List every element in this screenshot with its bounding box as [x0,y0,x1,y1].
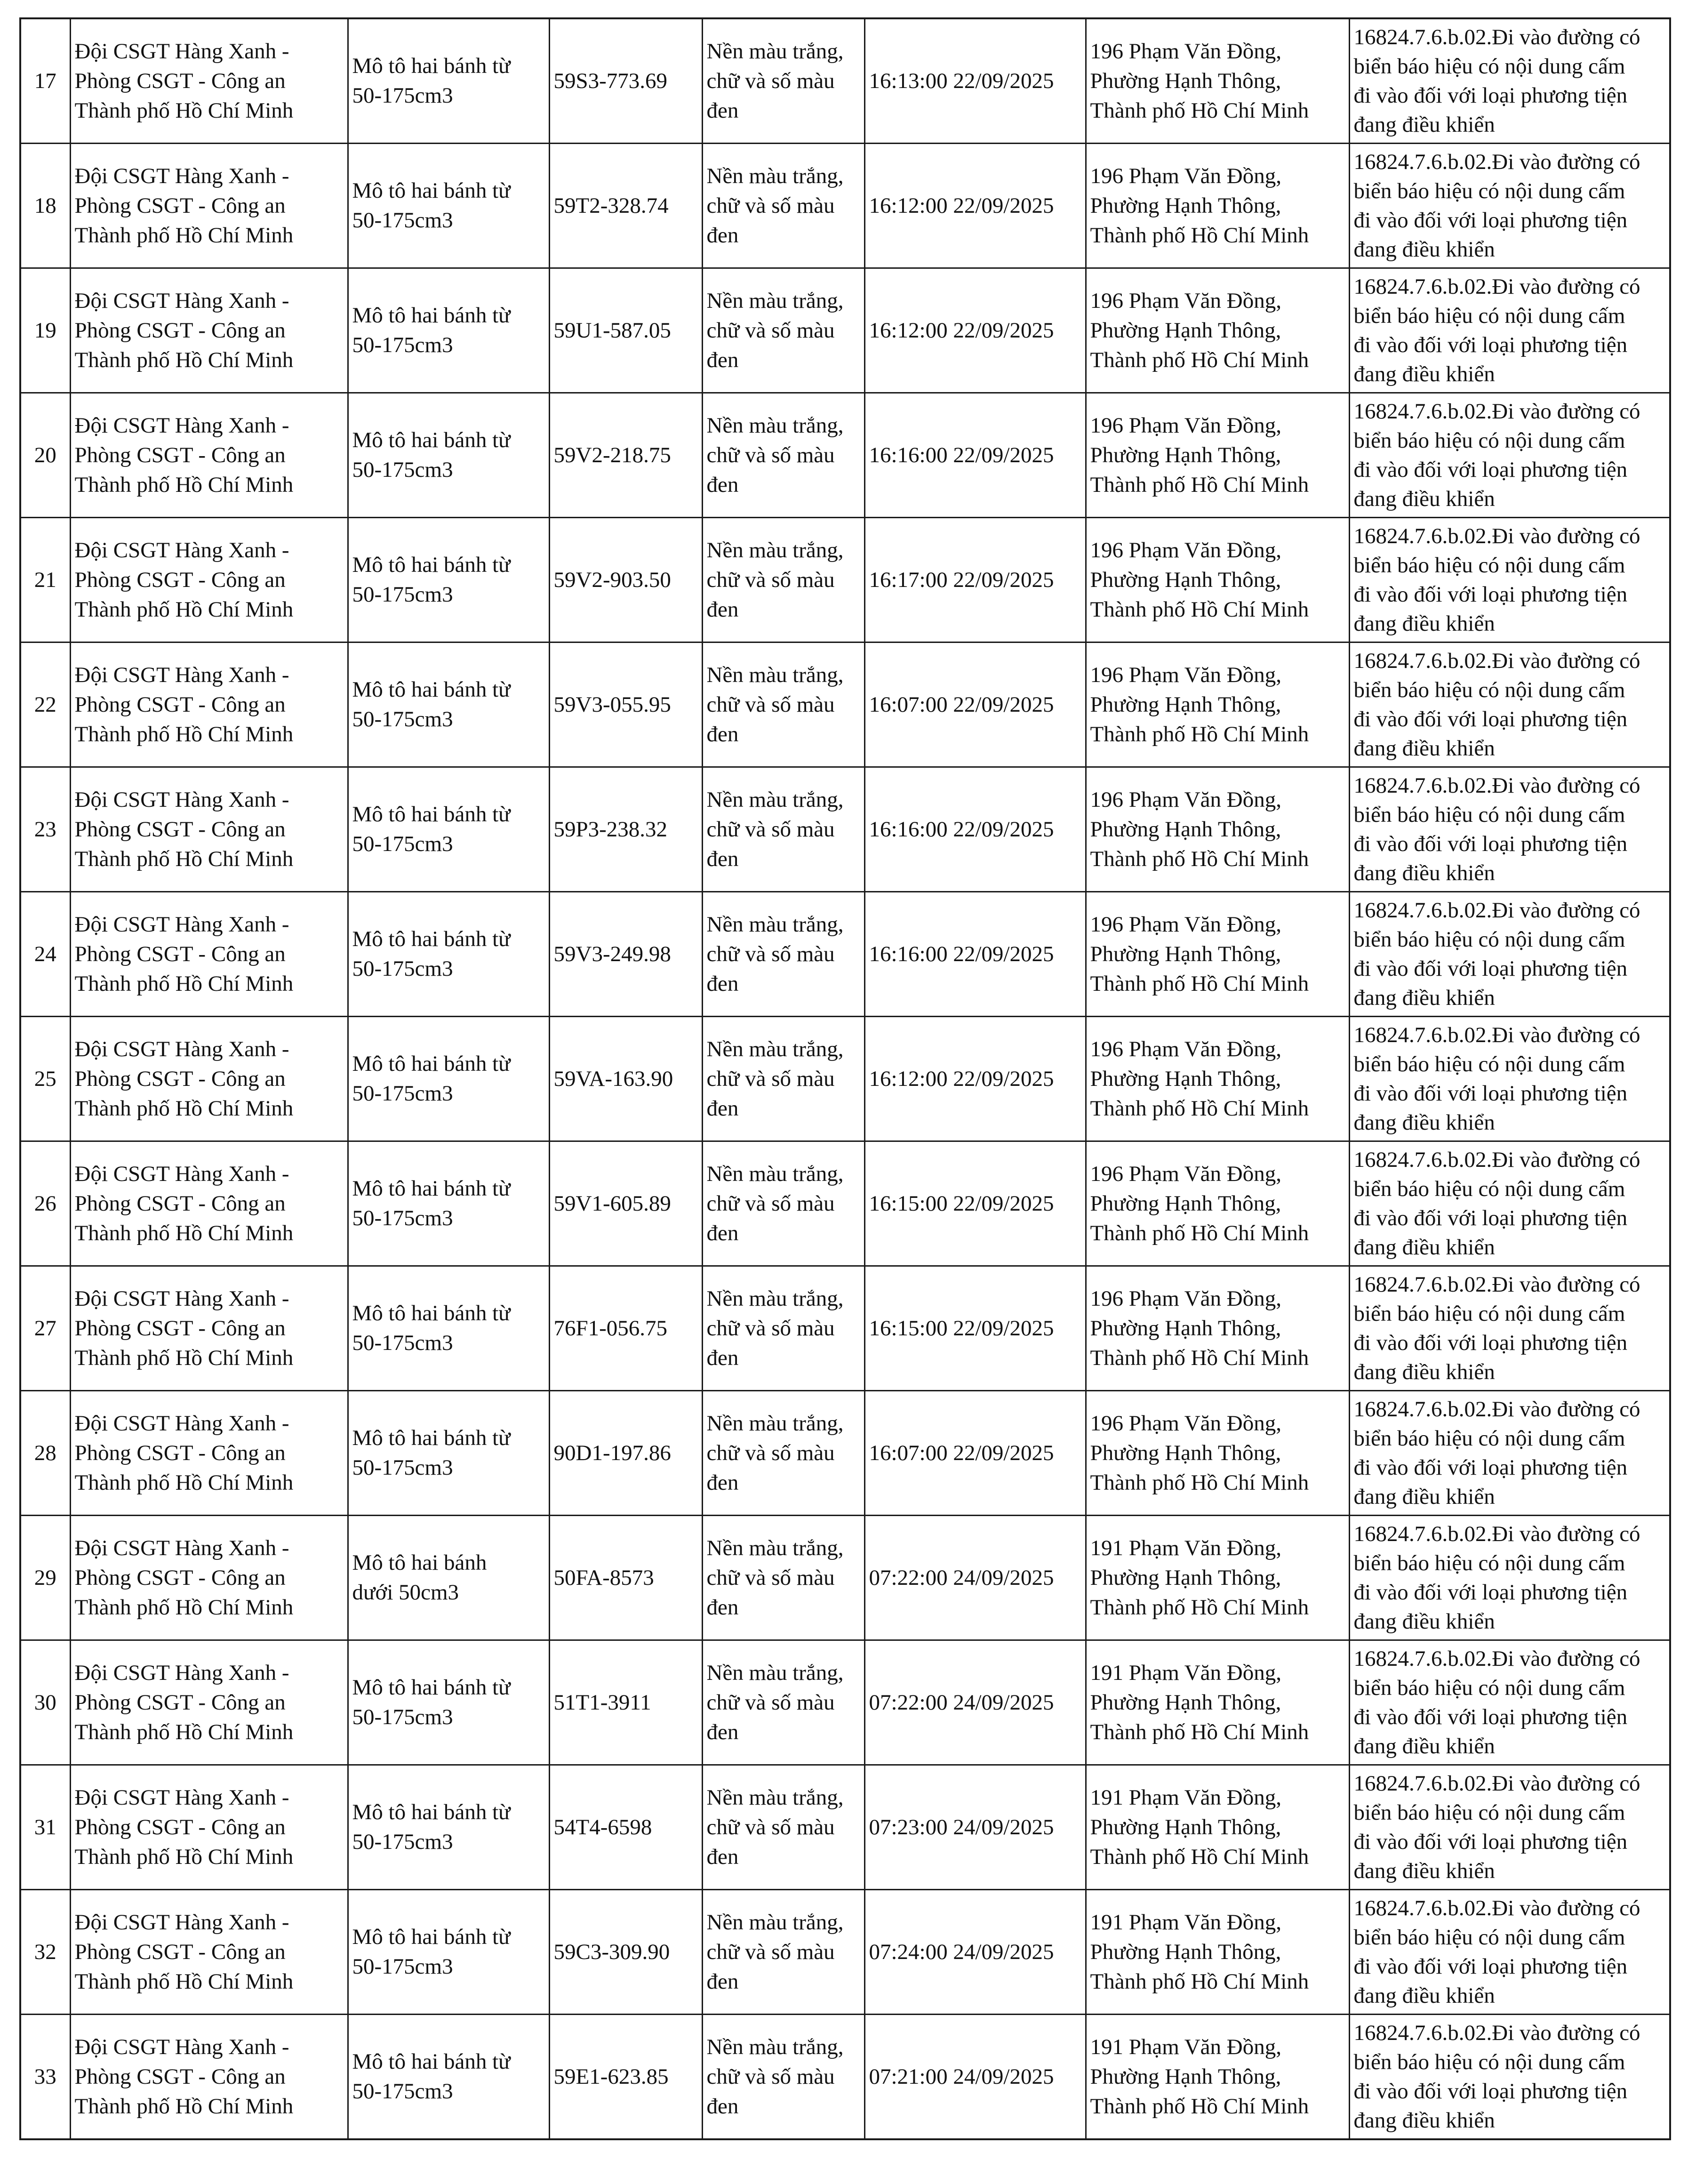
cell-unit: Đội CSGT Hàng Xanh - Phòng CSGT - Công an Thành phố Hồ Chí Minh [70,1516,348,1640]
cell-violation: 16824.7.6.b.02.Đi vào đường có biển báo hiệu có nội dung cấm đi vào đối với loại phương tiện đang điều khiển [1349,144,1670,268]
cell-violation: 16824.7.6.b.02.Đi vào đường có biển báo hiệu có nội dung cấm đi vào đối với loại phương tiện đang điều khiển [1349,767,1670,892]
cell-time: 07:22:00 24/09/2025 [864,1640,1086,1765]
cell-time: 07:21:00 24/09/2025 [864,2015,1086,2140]
cell-plate: 59T2-328.74 [549,144,702,268]
cell-unit: Đội CSGT Hàng Xanh - Phòng CSGT - Công an Thành phố Hồ Chí Minh [70,18,348,144]
cell-unit: Đội CSGT Hàng Xanh - Phòng CSGT - Công an Thành phố Hồ Chí Minh [70,518,348,642]
cell-vehicle-type: Mô tô hai bánh từ 50-175cm3 [348,1017,549,1141]
cell-location: 196 Phạm Văn Đồng, Phường Hạnh Thông, Thành phố Hồ Chí Minh [1086,144,1349,268]
table-row [20,18,1670,144]
cell-stt: 26 [20,1141,70,1266]
cell-stt: 27 [20,1266,70,1391]
cell-stt: 21 [20,518,70,642]
cell-unit: Đội CSGT Hàng Xanh - Phòng CSGT - Công an Thành phố Hồ Chí Minh [70,1017,348,1141]
cell-plate-color: Nền màu trắng, chữ và số màu đen [702,2015,864,2140]
cell-plate-color: Nền màu trắng, chữ và số màu đen [702,393,864,518]
cell-plate: 54T4-6598 [549,1765,702,1890]
table-row [20,1765,1670,1890]
cell-stt: 23 [20,767,70,892]
cell-location: 196 Phạm Văn Đồng, Phường Hạnh Thông, Thành phố Hồ Chí Minh [1086,18,1349,144]
cell-vehicle-type: Mô tô hai bánh dưới 50cm3 [348,1516,549,1640]
cell-vehicle-type: Mô tô hai bánh từ 50-175cm3 [348,1391,549,1516]
cell-stt: 19 [20,268,70,393]
cell-plate-color: Nền màu trắng, chữ và số màu đen [702,1765,864,1890]
cell-time: 16:15:00 22/09/2025 [864,1266,1086,1391]
cell-time: 07:22:00 24/09/2025 [864,1516,1086,1640]
cell-time: 07:24:00 24/09/2025 [864,1890,1086,2015]
cell-violation: 16824.7.6.b.02.Đi vào đường có biển báo hiệu có nội dung cấm đi vào đối với loại phương tiện đang điều khiển [1349,642,1670,767]
cell-plate-color: Nền màu trắng, chữ và số màu đen [702,144,864,268]
cell-time: 16:12:00 22/09/2025 [864,268,1086,393]
cell-plate-color: Nền màu trắng, chữ và số màu đen [702,18,864,144]
cell-time: 07:23:00 24/09/2025 [864,1765,1086,1890]
cell-violation: 16824.7.6.b.02.Đi vào đường có biển báo hiệu có nội dung cấm đi vào đối với loại phương tiện đang điều khiển [1349,393,1670,518]
cell-violation: 16824.7.6.b.02.Đi vào đường có biển báo hiệu có nội dung cấm đi vào đối với loại phương tiện đang điều khiển [1349,2015,1670,2140]
violations-table [19,17,1671,2140]
cell-vehicle-type: Mô tô hai bánh từ 50-175cm3 [348,642,549,767]
cell-violation: 16824.7.6.b.02.Đi vào đường có biển báo hiệu có nội dung cấm đi vào đối với loại phương tiện đang điều khiển [1349,1516,1670,1640]
cell-plate: 59VA-163.90 [549,1017,702,1141]
cell-plate-color: Nền màu trắng, chữ và số màu đen [702,1141,864,1266]
cell-time: 16:07:00 22/09/2025 [864,1391,1086,1516]
cell-violation: 16824.7.6.b.02.Đi vào đường có biển báo hiệu có nội dung cấm đi vào đối với loại phương tiện đang điều khiển [1349,1890,1670,2015]
cell-unit: Đội CSGT Hàng Xanh - Phòng CSGT - Công an Thành phố Hồ Chí Minh [70,767,348,892]
cell-time: 16:17:00 22/09/2025 [864,518,1086,642]
table-row [20,1516,1670,1640]
cell-location: 196 Phạm Văn Đồng, Phường Hạnh Thông, Thành phố Hồ Chí Minh [1086,892,1349,1017]
table-row [20,1391,1670,1516]
table-row [20,2015,1670,2140]
cell-plate-color: Nền màu trắng, chữ và số màu đen [702,1640,864,1765]
cell-stt: 31 [20,1765,70,1890]
cell-stt: 18 [20,144,70,268]
cell-vehicle-type: Mô tô hai bánh từ 50-175cm3 [348,144,549,268]
table-row [20,1266,1670,1391]
cell-stt: 29 [20,1516,70,1640]
cell-vehicle-type: Mô tô hai bánh từ 50-175cm3 [348,1890,549,2015]
cell-vehicle-type: Mô tô hai bánh từ 50-175cm3 [348,518,549,642]
cell-violation: 16824.7.6.b.02.Đi vào đường có biển báo hiệu có nội dung cấm đi vào đối với loại phương tiện đang điều khiển [1349,1391,1670,1516]
cell-plate: 90D1-197.86 [549,1391,702,1516]
cell-vehicle-type: Mô tô hai bánh từ 50-175cm3 [348,1141,549,1266]
cell-location: 191 Phạm Văn Đồng, Phường Hạnh Thông, Thành phố Hồ Chí Minh [1086,1516,1349,1640]
cell-time: 16:12:00 22/09/2025 [864,144,1086,268]
table-row [20,642,1670,767]
cell-time: 16:07:00 22/09/2025 [864,642,1086,767]
cell-unit: Đội CSGT Hàng Xanh - Phòng CSGT - Công an Thành phố Hồ Chí Minh [70,1141,348,1266]
table-row [20,393,1670,518]
cell-plate-color: Nền màu trắng, chữ và số màu đen [702,1516,864,1640]
cell-stt: 22 [20,642,70,767]
cell-location: 196 Phạm Văn Đồng, Phường Hạnh Thông, Thành phố Hồ Chí Minh [1086,268,1349,393]
cell-plate-color: Nền màu trắng, chữ và số màu đen [702,642,864,767]
cell-location: 196 Phạm Văn Đồng, Phường Hạnh Thông, Thành phố Hồ Chí Minh [1086,518,1349,642]
cell-vehicle-type: Mô tô hai bánh từ 50-175cm3 [348,2015,549,2140]
cell-plate-color: Nền màu trắng, chữ và số màu đen [702,892,864,1017]
cell-unit: Đội CSGT Hàng Xanh - Phòng CSGT - Công an Thành phố Hồ Chí Minh [70,892,348,1017]
cell-violation: 16824.7.6.b.02.Đi vào đường có biển báo hiệu có nội dung cấm đi vào đối với loại phương tiện đang điều khiển [1349,1640,1670,1765]
cell-stt: 24 [20,892,70,1017]
cell-plate-color: Nền màu trắng, chữ và số màu đen [702,767,864,892]
cell-violation: 16824.7.6.b.02.Đi vào đường có biển báo hiệu có nội dung cấm đi vào đối với loại phương tiện đang điều khiển [1349,518,1670,642]
cell-unit: Đội CSGT Hàng Xanh - Phòng CSGT - Công an Thành phố Hồ Chí Minh [70,1391,348,1516]
cell-plate-color: Nền màu trắng, chữ và số màu đen [702,1017,864,1141]
cell-plate: 59P3-238.32 [549,767,702,892]
cell-unit: Đội CSGT Hàng Xanh - Phòng CSGT - Công an Thành phố Hồ Chí Minh [70,1640,348,1765]
cell-plate: 59V2-218.75 [549,393,702,518]
cell-vehicle-type: Mô tô hai bánh từ 50-175cm3 [348,767,549,892]
cell-violation: 16824.7.6.b.02.Đi vào đường có biển báo hiệu có nội dung cấm đi vào đối với loại phương tiện đang điều khiển [1349,1765,1670,1890]
cell-plate: 59E1-623.85 [549,2015,702,2140]
cell-plate: 51T1-3911 [549,1640,702,1765]
cell-plate-color: Nền màu trắng, chữ và số màu đen [702,1890,864,2015]
cell-time: 16:16:00 22/09/2025 [864,393,1086,518]
cell-plate: 59U1-587.05 [549,268,702,393]
cell-plate-color: Nền màu trắng, chữ và số màu đen [702,518,864,642]
cell-unit: Đội CSGT Hàng Xanh - Phòng CSGT - Công an Thành phố Hồ Chí Minh [70,2015,348,2140]
cell-plate: 76F1-056.75 [549,1266,702,1391]
cell-stt: 17 [20,18,70,144]
cell-location: 191 Phạm Văn Đồng, Phường Hạnh Thông, Thành phố Hồ Chí Minh [1086,1640,1349,1765]
cell-time: 16:12:00 22/09/2025 [864,1017,1086,1141]
cell-plate: 59V3-249.98 [549,892,702,1017]
cell-stt: 25 [20,1017,70,1141]
cell-violation: 16824.7.6.b.02.Đi vào đường có biển báo hiệu có nội dung cấm đi vào đối với loại phương tiện đang điều khiển [1349,1017,1670,1141]
cell-stt: 28 [20,1391,70,1516]
cell-location: 196 Phạm Văn Đồng, Phường Hạnh Thông, Thành phố Hồ Chí Minh [1086,642,1349,767]
cell-plate: 59C3-309.90 [549,1890,702,2015]
table-row [20,767,1670,892]
table-row [20,1890,1670,2015]
table-row [20,144,1670,268]
cell-stt: 20 [20,393,70,518]
cell-plate: 59V3-055.95 [549,642,702,767]
table-row [20,892,1670,1017]
cell-location: 196 Phạm Văn Đồng, Phường Hạnh Thông, Thành phố Hồ Chí Minh [1086,767,1349,892]
cell-location: 196 Phạm Văn Đồng, Phường Hạnh Thông, Thành phố Hồ Chí Minh [1086,393,1349,518]
table-row [20,1017,1670,1141]
cell-plate: 59S3-773.69 [549,18,702,144]
table-body [20,18,1670,2139]
cell-vehicle-type: Mô tô hai bánh từ 50-175cm3 [348,393,549,518]
cell-location: 196 Phạm Văn Đồng, Phường Hạnh Thông, Thành phố Hồ Chí Minh [1086,1017,1349,1141]
cell-plate: 59V1-605.89 [549,1141,702,1266]
cell-unit: Đội CSGT Hàng Xanh - Phòng CSGT - Công an Thành phố Hồ Chí Minh [70,393,348,518]
cell-vehicle-type: Mô tô hai bánh từ 50-175cm3 [348,18,549,144]
cell-stt: 30 [20,1640,70,1765]
cell-vehicle-type: Mô tô hai bánh từ 50-175cm3 [348,268,549,393]
cell-violation: 16824.7.6.b.02.Đi vào đường có biển báo hiệu có nội dung cấm đi vào đối với loại phương tiện đang điều khiển [1349,18,1670,144]
cell-location: 196 Phạm Văn Đồng, Phường Hạnh Thông, Thành phố Hồ Chí Minh [1086,1141,1349,1266]
cell-time: 16:13:00 22/09/2025 [864,18,1086,144]
cell-violation: 16824.7.6.b.02.Đi vào đường có biển báo hiệu có nội dung cấm đi vào đối với loại phương tiện đang điều khiển [1349,1141,1670,1266]
cell-unit: Đội CSGT Hàng Xanh - Phòng CSGT - Công an Thành phố Hồ Chí Minh [70,1266,348,1391]
cell-location: 196 Phạm Văn Đồng, Phường Hạnh Thông, Thành phố Hồ Chí Minh [1086,1391,1349,1516]
table-row [20,518,1670,642]
cell-plate-color: Nền màu trắng, chữ và số màu đen [702,1391,864,1516]
cell-vehicle-type: Mô tô hai bánh từ 50-175cm3 [348,1765,549,1890]
cell-stt: 32 [20,1890,70,2015]
table-row [20,1141,1670,1266]
cell-plate: 50FA-8573 [549,1516,702,1640]
cell-vehicle-type: Mô tô hai bánh từ 50-175cm3 [348,892,549,1017]
cell-plate: 59V2-903.50 [549,518,702,642]
cell-vehicle-type: Mô tô hai bánh từ 50-175cm3 [348,1266,549,1391]
cell-unit: Đội CSGT Hàng Xanh - Phòng CSGT - Công an Thành phố Hồ Chí Minh [70,268,348,393]
cell-unit: Đội CSGT Hàng Xanh - Phòng CSGT - Công an Thành phố Hồ Chí Minh [70,1765,348,1890]
table-row [20,1640,1670,1765]
cell-time: 16:16:00 22/09/2025 [864,892,1086,1017]
cell-stt: 33 [20,2015,70,2140]
cell-violation: 16824.7.6.b.02.Đi vào đường có biển báo hiệu có nội dung cấm đi vào đối với loại phương tiện đang điều khiển [1349,1266,1670,1391]
cell-plate-color: Nền màu trắng, chữ và số màu đen [702,268,864,393]
cell-unit: Đội CSGT Hàng Xanh - Phòng CSGT - Công an Thành phố Hồ Chí Minh [70,1890,348,2015]
cell-vehicle-type: Mô tô hai bánh từ 50-175cm3 [348,1640,549,1765]
cell-location: 196 Phạm Văn Đồng, Phường Hạnh Thông, Thành phố Hồ Chí Minh [1086,1266,1349,1391]
cell-time: 16:15:00 22/09/2025 [864,1141,1086,1266]
cell-location: 191 Phạm Văn Đồng, Phường Hạnh Thông, Thành phố Hồ Chí Minh [1086,2015,1349,2140]
cell-unit: Đội CSGT Hàng Xanh - Phòng CSGT - Công an Thành phố Hồ Chí Minh [70,144,348,268]
table-row [20,268,1670,393]
cell-location: 191 Phạm Văn Đồng, Phường Hạnh Thông, Thành phố Hồ Chí Minh [1086,1765,1349,1890]
cell-violation: 16824.7.6.b.02.Đi vào đường có biển báo hiệu có nội dung cấm đi vào đối với loại phương tiện đang điều khiển [1349,268,1670,393]
cell-time: 16:16:00 22/09/2025 [864,767,1086,892]
cell-unit: Đội CSGT Hàng Xanh - Phòng CSGT - Công an Thành phố Hồ Chí Minh [70,642,348,767]
cell-location: 191 Phạm Văn Đồng, Phường Hạnh Thông, Thành phố Hồ Chí Minh [1086,1890,1349,2015]
cell-plate-color: Nền màu trắng, chữ và số màu đen [702,1266,864,1391]
cell-violation: 16824.7.6.b.02.Đi vào đường có biển báo hiệu có nội dung cấm đi vào đối với loại phương tiện đang điều khiển [1349,892,1670,1017]
